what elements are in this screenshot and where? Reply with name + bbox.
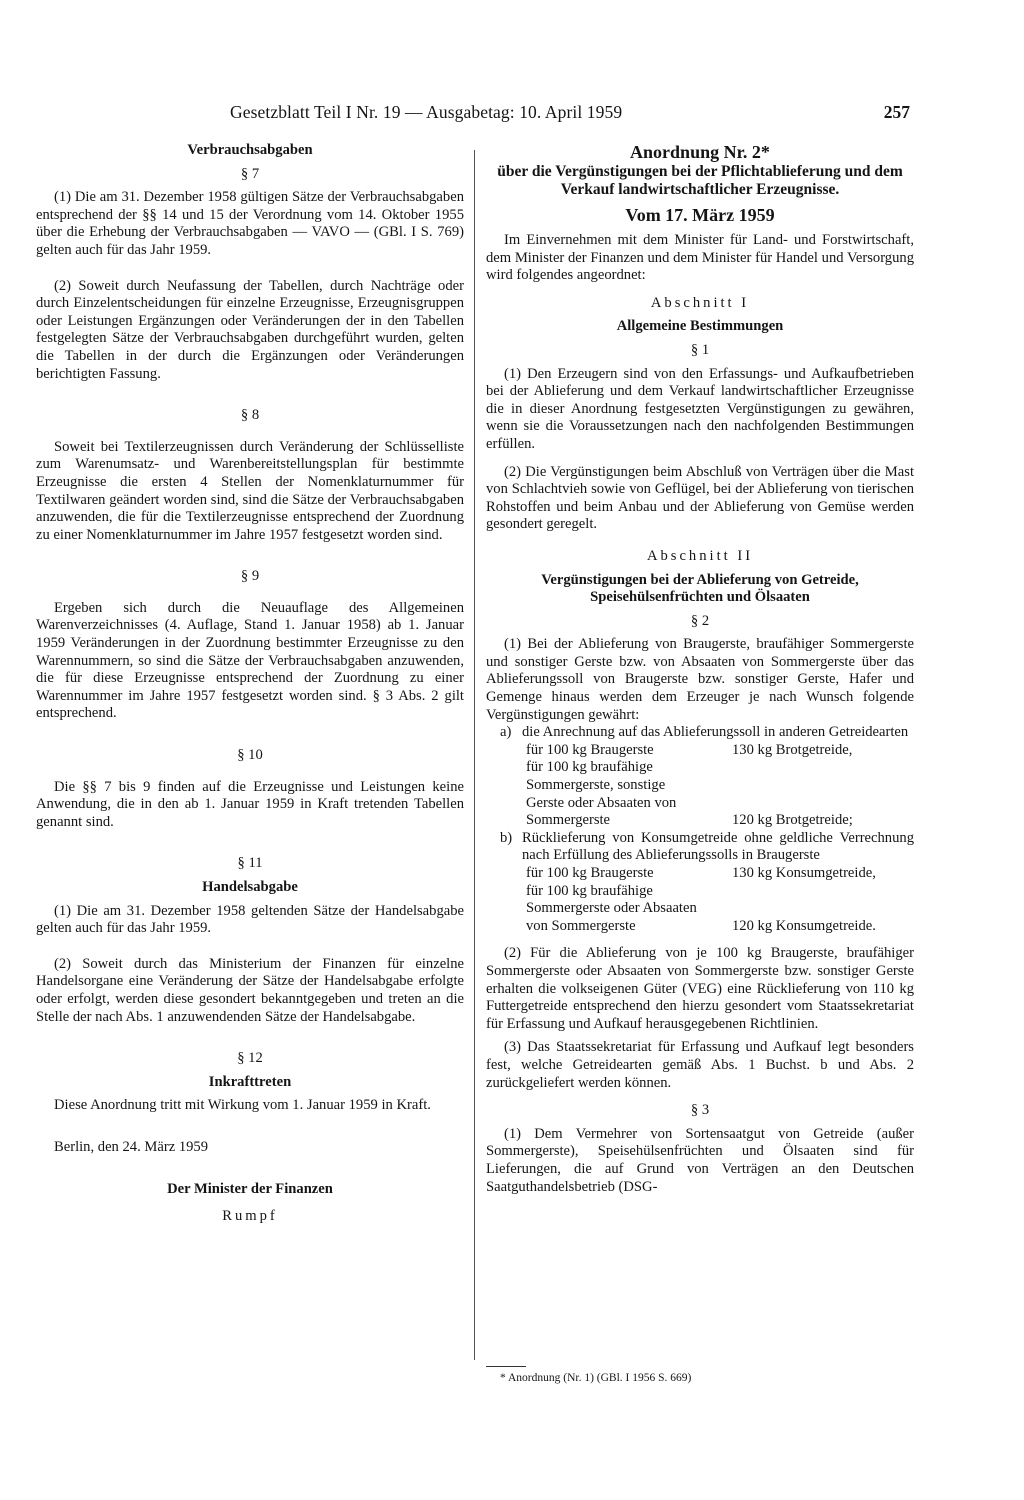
abschnitt-1-heading: Abschnitt I: [650, 294, 750, 311]
anordnung-title: Anordnung Nr. 2*: [630, 142, 770, 162]
section-8-heading: § 8: [240, 407, 260, 424]
section-2-heading: § 2: [690, 612, 710, 629]
heading-handelsabgabe: Handelsabgabe: [202, 879, 298, 895]
list-item-b: [486, 830, 914, 865]
signer-name: Rumpf: [222, 1208, 278, 1225]
section-2-paragraph-2: (2) Für die Ablieferung von je 100 kg Braugerste, braufähiger Sommergerste oder Absaaten von Sommergerste bzw. sonstiger Gerste erhalten die volkseigenen Güter (VEG) eine Rücklieferung von 110 kg Futtergetreide entsprechend den hierzu gesondert vom Staatssekretariat für Erfassung und Aufkauf herausgegebenen Richtlinien.: [486, 945, 914, 1032]
section-3-heading: § 3: [690, 1102, 710, 1119]
section-9-paragraph: Ergeben sich durch die Neuauflage des Allgemeinen Warenverzeichnisses (4. Auflage, Stand 1. Januar 1958) ab 1. Januar 1959 Veränderungen in der Zuordnung bestimmter Erzeugnisse zu den Warennummern, so sind die Sätze der Verbrauchsabgaben anzuwenden, die für diese Erzeugnisse entsprechend der Zuordnung zu einer Warennummer im Jahre 1957 festgesetzt worden sind. § 3 Abs. 2 gilt entsprechend.: [36, 599, 464, 722]
heading-inkrafttreten: Inkrafttreten: [208, 1073, 292, 1090]
section-8-paragraph: Soweit bei Textilerzeugnissen durch Veränderung der Schlüsselliste zum Warenumsatz- und Warenbereitstellungsplan für bestimmte Erzeugnisse die ersten 4 Stellen der Nomenklaturnummer für Textilwaren geändert worden sind, sind die Sätze der Verbrauchsabgaben anzuwenden, die für die Textilerzeugnisse entsprechend der Zuordnung zu einer Nomenklaturnummer im Jahre 1957 festgesetzt worden sind.: [36, 438, 464, 543]
table-cell-label: für 100 kg braufähige Sommergerste, sonstige Gerste oder Absaaten von Sommergerste: [526, 759, 677, 829]
table-cell-value: 130 kg Brotgetreide,: [732, 741, 853, 758]
section-2-paragraph-1: (1) Bei der Ablieferung von Braugerste, braufähiger Sommergerste und sonstiger Gerste bzw. von Absaaten von Sommergerste über das Ablieferungssoll von Braugerste bzw. sonstiger Gerste, Hafer und Gemenge hinaus werden dem Erzeuger je nach Wunsch folgende Vergünstigungen gewährt:: [486, 636, 914, 723]
section-7-paragraph-1: (1) Die am 31. Dezember 1958 gültigen Sätze der Verbrauchsabgaben entsprechend der §§ 14 und 15 der Verordnung vom 14. Oktober 1955 über die Erhebung der Verbrauchsabgaben — VAVO — (GBl. I S. 769) gelten auch für das Jahr 1959.: [36, 189, 464, 258]
column-divider: [474, 150, 475, 1360]
section-12-heading: § 12: [237, 1050, 263, 1067]
table-row: [526, 759, 912, 829]
table-cell-label: für 100 kg braufähige Sommergerste oder Absaaten von Sommergerste: [526, 882, 697, 934]
section-10-paragraph: Die §§ 7 bis 9 finden auf die Erzeugnisse und Leistungen keine Anwendung, die in den ab 1. Januar 1959 in Kraft tretenden Tabellen genannt sind.: [36, 778, 464, 830]
section-11-paragraph-2: (2) Soweit durch das Ministerium der Finanzen für einzelne Handelsorgane eine Veränderung der Sätze der Handelsabgabe erfolgte oder erfolgt, werden diese gesondert bekanntgegeben und treten an die Stelle der nach Abs. 1 anzuwendenden Sätze der Handelsabgabe.: [36, 955, 464, 1025]
heading-verbrauchsabgaben: Verbrauchsabgaben: [187, 142, 313, 158]
abschnitt-2-title: Vergünstigungen bei der Ablieferung von Getreide, Speisehülsenfrüchten und Ölsaaten: [541, 571, 859, 606]
section-1-heading: § 1: [690, 341, 710, 358]
section-11-paragraph-1: (1) Die am 31. Dezember 1958 geltenden Sätze der Handelsabgabe gelten auch für das Jahr 1959.: [36, 902, 464, 937]
section-7-paragraph-2: (2) Soweit durch Neufassung der Tabellen, durch Nachträge oder durch Einzelentscheidungen für einzelne Erzeugnisse, Erzeugnisgruppen oder Leistungen Ergänzungen oder Veränderungen der in den Tabellen festgelegten Sätze der Verbrauchsabgaben durchgeführt wurden, gelten die Tabellen in der durch die Ergänzungen oder Veränderungen berichtigten Fassung.: [36, 277, 464, 382]
section-2-paragraph-3: (3) Das Staatssekretariat für Erfassung und Aufkauf legt besonders fest, welche Getreidearten gemäß Abs. 1 Buchst. b und Abs. 2 zurückgeliefert werden können.: [486, 1039, 914, 1091]
list-item-a-text: die Anrechnung auf das Ablieferungssoll in anderen Getreidearten: [522, 724, 909, 741]
section-1-paragraph-2: (2) Die Vergünstigungen beim Abschluß von Verträgen über die Mast von Schlachtvieh sowie von Geflügel, bei der Ablieferung von tierischen Rohstoffen und beim Anbau und der Ablieferung von Gemüse werden gesondert geregelt.: [486, 463, 914, 533]
list-a-table: [526, 742, 912, 830]
abschnitt-2-heading: Abschnitt II: [646, 547, 754, 564]
right-column: [486, 142, 914, 1196]
table-cell-value: 130 kg Konsumgetreide,: [732, 865, 876, 881]
place-and-date: Berlin, den 24. März 1959: [54, 1138, 209, 1155]
list-item-a: [486, 724, 914, 742]
table-cell-label: für 100 kg Braugerste: [526, 741, 654, 758]
footnote-rule: [486, 1366, 526, 1367]
anordnung-subtitle: über die Vergünstigungen bei der Pflichtablieferung und dem Verkauf landwirtschaftlicher Erzeugnisse.: [497, 163, 903, 198]
table-cell-value: 120 kg Brotgetreide;: [732, 812, 853, 829]
anordnung-date: Vom 17. März 1959: [625, 205, 775, 225]
section-12-paragraph: Diese Anordnung tritt mit Wirkung vom 1. Januar 1959 in Kraft.: [54, 1097, 431, 1114]
list-marker-a: a): [500, 724, 512, 741]
abschnitt-1-title: Allgemeine Bestimmungen: [616, 318, 784, 335]
list-marker-b: b): [500, 829, 513, 846]
intro-paragraph: Im Einvernehmen mit dem Minister für Land- und Forstwirtschaft, dem Minister der Finanzen und dem Minister für Handel und Versorgung wird folgendes angeordnet:: [486, 232, 914, 284]
list-b-table: [526, 865, 912, 935]
left-column: [36, 142, 464, 1226]
section-10-heading: § 10: [237, 747, 263, 764]
table-cell-label: für 100 kg Braugerste: [526, 865, 654, 881]
table-row: [526, 865, 912, 883]
section-1-paragraph-1: (1) Den Erzeugern sind von den Erfassungs- und Aufkaufbetrieben bei der Ablieferung und dem Verkauf landwirtschaftlicher Erzeugnisse die in dieser Anordnung festgesetzten Vergünstigungen zu gewähren, wenn sie die Voraussetzungen nach den nachfolgenden Bestimmungen erfüllen.: [486, 365, 914, 452]
minister-title: Der Minister der Finanzen: [167, 1180, 333, 1197]
section-11-heading: § 11: [237, 855, 263, 872]
section-9-heading: § 9: [240, 568, 260, 585]
table-row: [526, 883, 912, 936]
header-title: Gesetzblatt Teil I Nr. 19 — Ausgabetag: 10. April 1959: [230, 102, 623, 122]
table-cell-value: 120 kg Konsumgetreide.: [732, 917, 876, 934]
page-number: 257: [883, 102, 910, 122]
section-7-heading: § 7: [240, 165, 260, 182]
page-header: [230, 102, 910, 126]
footnote: * Anordnung (Nr. 1) (GBl. I 1956 S. 669): [500, 1372, 692, 1384]
list-item-b-text: Rücklieferung von Konsumgetreide ohne geldliche Verrechnung nach Erfüllung des Ablieferungssolls in Braugerste: [522, 829, 914, 864]
section-3-paragraph-1: (1) Dem Vermehrer von Sortensaatgut von Getreide (außer Sommergerste), Speisehülsenfrüchten und Ölsaaten sind für Lieferungen, die auf Grund von Verträgen an den Deutschen Saatguthandelsbetrieb (DSG-: [486, 1125, 914, 1195]
table-row: [526, 742, 912, 760]
